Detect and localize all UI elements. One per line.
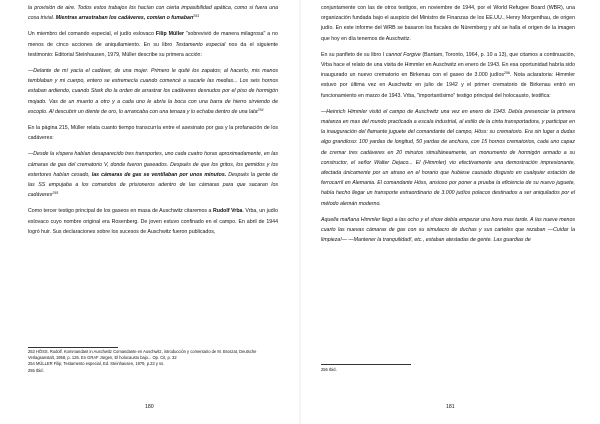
block-quote: [321, 215, 575, 246]
footnote: 255 Ibid.: [28, 367, 44, 373]
footnote: 253 HÖSS. Rudolf. Kommandant in Auschwitz Comandante en Auschwitz, introducción y comentario de M. Broszat, Deutsche Verlagsanstalt, 1958, p. 126. En GRAF Jürgen, El holocausto bajo... Op. Cit, p. 32: [28, 349, 257, 361]
text-run: "sobrevivió de manera milagrosa" a no menos de cinco acciones de aniquilamiento. En su libro: [28, 31, 278, 48]
footnote-ref[interactable]: 253: [193, 14, 200, 19]
page-number: 181: [446, 404, 455, 410]
text-run-bold: las cámaras de gas se ventilaban por unos minutos.: [91, 171, 227, 178]
text-run: Aquella mañana Himmler llegó a las ocho y el show debía empezar una hora mas tarde. A las nueve menos cuarto las nuevas cámaras de gas con su simulacro de duchas y sus carteles que rezaban —Cuidar la limpieza!— —Mantener la tranquilidad!, etc., estaban atestadas de gente. Las guardias de: [321, 216, 575, 244]
text-run: (Bantam, Toronto, 1964, p. 10 a 13), que citamos a continuación, Vrba hace el relato de una visita de Himmler en Auschwitz en enero de 1943. En esa oportunidad habría sido inaugurado un nuevo crematorio en Birkenau con el gaseo de 3.000 judíos: [321, 51, 575, 79]
paragraph: [321, 50, 575, 101]
text-run: Un miembro del comando especial, el judío eslovaco: [28, 31, 156, 38]
footnote-ref[interactable]: 254: [257, 107, 264, 112]
text-run: . Nota aclaratoria: Himmler estuvo por última vez en Auschwitz en julio de 1942 y el primer crematorio de Birkenau entró en funcionamiento en marzo de 1943. Vrba, "importantísimo" testigo principal del holocausto, testifica:: [321, 72, 575, 99]
text-run: nos da el siguiente testimonio: Editorial Steinhausen, 1979, Müller describe su primera acción:: [28, 41, 278, 58]
text-run: Después la gente de las SS empujaba a los comandos de prisioneros adentro de las cámaras para que sacaran los cadáveres: [28, 171, 278, 199]
text-run: —Desde la víspera habían desaparecido tres transportes, uno cada cuatro horas aproximadamente, en las cámaras de gas del crematorio V, donde fueron gaseados. Después de que los gritos, los gemidos y los estertores habían cesado,: [28, 151, 278, 178]
left-page: [0, 0, 299, 424]
text-run: —Delante de mí yacía el cadáver, de una mujer. Primero le quité los zapatos; al hacerlo, mis manos temblaban y mi cuerpo, entero se estremecía cuando comencé a sacarle las medias... Los seis hornos estaban ardiendo, cuando Stark dio la orden de arrastrar los cadáveres desnudos por el piso de hormigón mojado. Vas de un muerto a otro y a cada uno le abría la boca con una barra de hierro sirviendo de escoplo. Al descubrir un diente de oro, lo arrancaba con una tenaza y lo echaba dentro de una lata: [28, 68, 278, 115]
text-run: la provisión de aire. Todos estos trabajos los hacían con cierta impasibilidad apática, como si fuera una cosa trivial.: [28, 5, 278, 22]
paragraph: [28, 29, 278, 60]
footnote: 254 MÜLLER Filip, Testamento especial, Ed. Steinhausen, 1979, p.23 y ss.: [28, 361, 165, 367]
block-quote: [28, 66, 278, 117]
footnote-ref[interactable]: 256: [504, 71, 511, 76]
book-title: I cannot Forgive: [382, 51, 421, 58]
text-run: conjuntamente con las de otros testigos, en noviembre de 1944, por el World Refugee Board (WBR), una organización fundada bajo el auspicio del Ministro de Finanzas de los EE.UU., Henry Morgenthau, de origen judío. En este informe del WRB se basaron los fiscales de Nüremberg y ahí se halla el origen de la imagen que hoy en día tenemos de Auschwitz.: [321, 5, 575, 42]
footnote-divider: [321, 364, 411, 365]
text-run: Como tercer testigo principal de los gaseos en masa de Auschwitz citaremos a: [28, 208, 213, 215]
text-run: En su panfleto de su libro: [321, 51, 383, 58]
text-run: —Heinrich Himmler visitó el campo de Auschwitz una vez en enero de 1943. Debía presenciar la primera matanza en mas del mundo practicada a escala industrial, al estilo de la cinta transportadora, y participar en la inauguración del flamante juguete del comandante del campo, Höss: su crematorio. Era sin lugar a dudas algo grandioso: 100 yardas de longitud, 50 yardas de anchura, con 15 hornos crematorios, cada uno capaz de cremar tres cadáveres en 20 minutos simultáneamente, un monumento de hormigón armado a su constructor, el señor Walter Dejaco... El (Himmler) vio efectivamente una demostración impresionante, afectada únicamente por un atraso en el horario que hubiese causado disgusto en cualquier estación de ferrocarril en Alemania. El comandante Höss, ansioso por poner a prueba la eficiencia de su nuevo juguete, había hecho llegar un transporte extraordinario de 3.000 judíos polacos destinados a ser aniquilados por el método alemán moderno.: [321, 108, 575, 207]
paragraph: [28, 123, 278, 143]
paragraph: [28, 3, 278, 23]
text-run-bold: Filip Müller: [155, 31, 185, 38]
footnote: 256 Ibid.: [321, 367, 337, 372]
footnotes: [321, 367, 571, 373]
book-title: Testamento especial: [175, 41, 226, 48]
block-quote: [28, 149, 278, 200]
text-run: En la página 215, Müller relata cuanto tiempo transcurría entre el asesinato por gas y la profanación de los cadáveres:: [28, 125, 278, 142]
text-run-bold: Rudolf Vrba: [212, 208, 243, 215]
right-page-body: [321, 3, 575, 251]
page-number: 180: [145, 404, 154, 410]
footnotes: [28, 349, 278, 374]
right-page: [301, 0, 600, 424]
paragraph: [28, 206, 278, 237]
text-run-bold: Mientras arrastraban los cadáveres, comían o fumaban: [55, 15, 194, 22]
footnote-ref[interactable]: 255: [52, 191, 59, 196]
block-quote: [321, 107, 575, 209]
paragraph: [321, 3, 575, 44]
text-run: . Vrba, un judío eslovaco cuyo nombre original era Rosenberg. De joven estuvo confinado en el campo. En abril de 1944 logró huir. Sus declaraciones sobre los sucesos de Auschwitz fueron publicados,: [28, 208, 278, 235]
footnote-divider: [28, 347, 118, 348]
left-page-body: [28, 3, 278, 243]
